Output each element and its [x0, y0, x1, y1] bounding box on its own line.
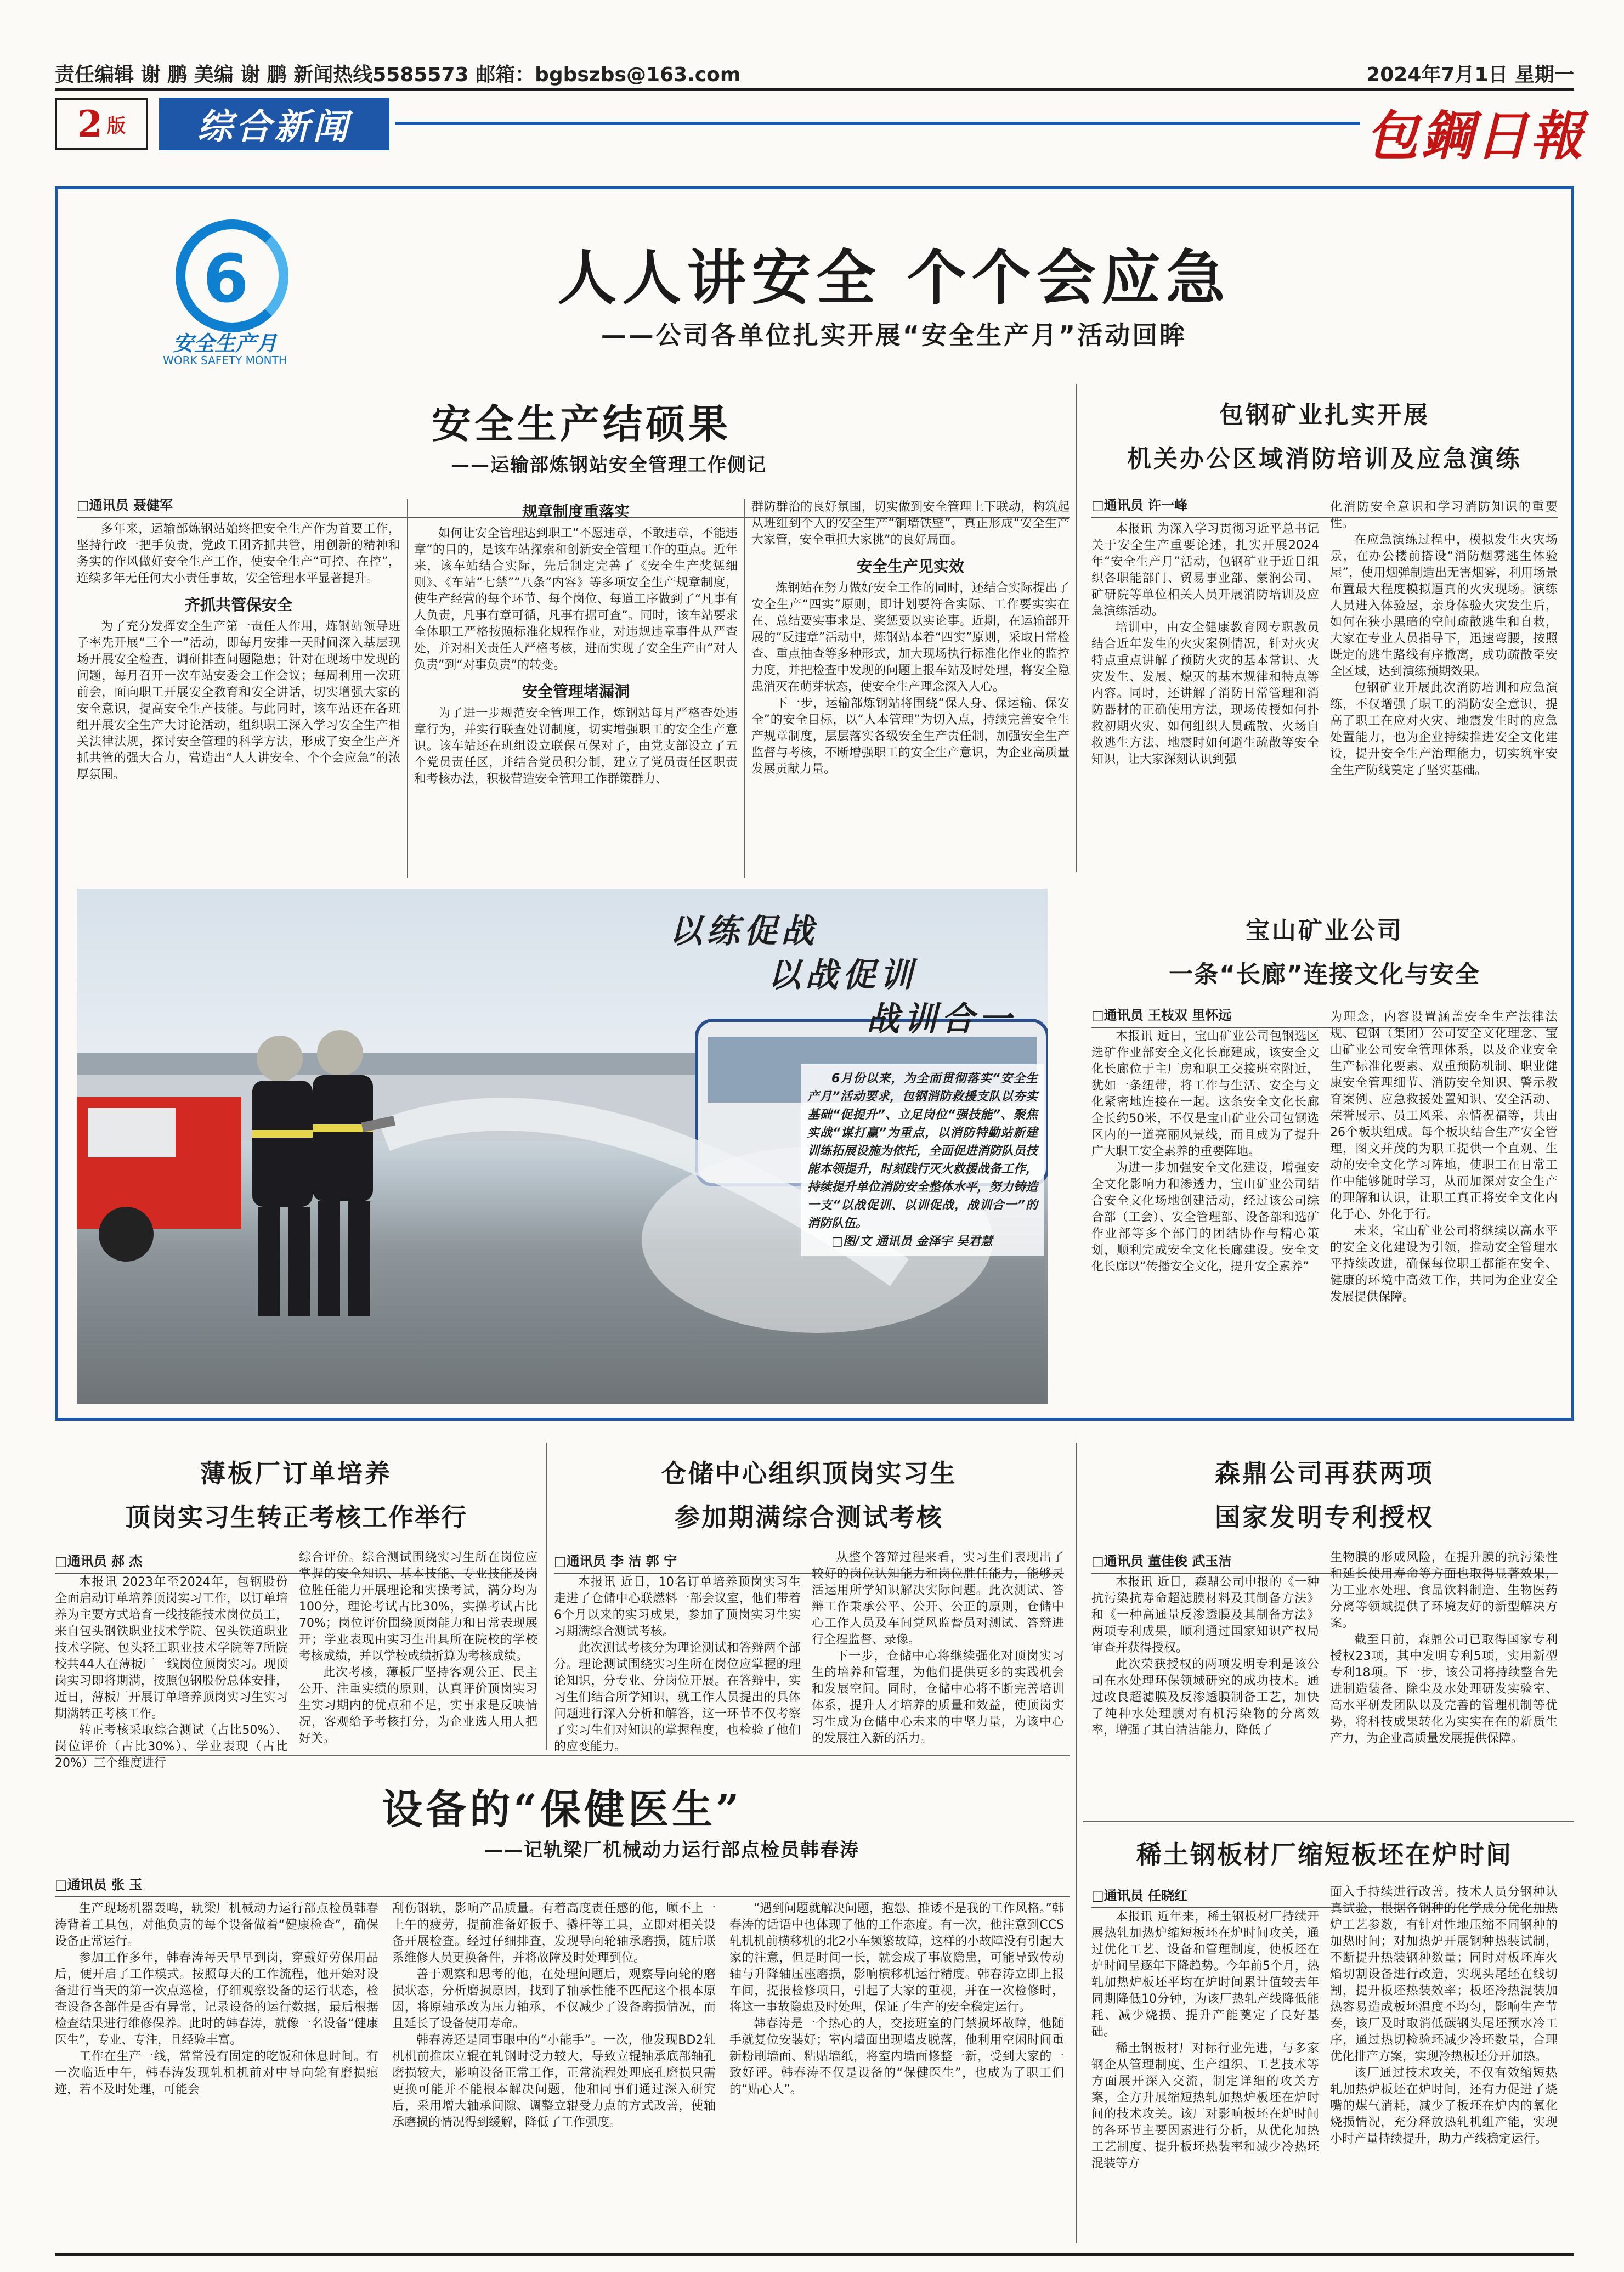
a5-col1: [554, 1574, 801, 1755]
paragraph: 生物膜的形成风险，在提升膜的抗污染性和延长使用寿命等方面也取得显著效果，为工业水处理、食品饮料制造、生物医药分离等领域提供了环境友好的新型解决方案。: [1330, 1551, 1558, 1630]
a3-title-2: 一条“长廊”连接文化与安全: [1169, 960, 1480, 988]
a8-col1: [1091, 1909, 1319, 2172]
paragraph: 在应急演练过程中，模拟发生火灾场景，在办公楼前搭设“消防烟雾逃生体验屋”，使用烟弹制造出无害烟雾，利用场景布置最大程度模拟逼真的火灾现场。演练人员进入体验屋，亲身体验火灾发生后，如何在狭小黑暗的空间疏散逃生和自救，大家在专业人员指导下，迅速弯腰，按照既定的逃生路线有序撤离，成功疏散至安全区域，达到演练预期效果。: [1330, 533, 1558, 679]
paragraph: 化消防安全意识和学习消防知识的重要性。: [1330, 500, 1558, 530]
a4-byline: □通讯员 郝 杰: [55, 1547, 537, 1574]
column-rule: [407, 499, 408, 878]
row-rule: [1083, 1821, 1574, 1822]
a7-col1: [55, 1901, 378, 2098]
paragraph: 综合评价。综合测试围绕实习生所在岗位应掌握的安全知识、基本技能、专业技能及岗位胜任能力开展理论和实操考试，满分均为100分，理论考试占比30%，实操考试占比70%；岗位评价围绕顶岗能力和日常表现展开；学业表现由实习生出具所在院校的学校考核成绩，并以学校成绩折算为考核成绩。: [299, 1551, 537, 1663]
a1-subhead-2: 规章制度重落实: [522, 502, 630, 521]
a7-subtitle: ——记轨梁厂机械动力运行部点检员韩春涛: [484, 1839, 859, 1861]
section-rule: [395, 122, 1360, 125]
paragraph: 本报讯 2023年至2024年，包钢股份全面启动订单培养顶岗实习工作，以订单培养为主要方式培育一线技能技术岗位员工，来自包头钢铁职业技术学院、包头铁道职业技术学院、包头轻工职业技术学院等7所院校共44人在薄板厂一线岗位顶岗实习。现顶岗实习即将期满，按照包钢股份总体安排，近日，薄板厂开展订单培养顶岗实习生实习期满转正考核工作。: [55, 1575, 288, 1721]
paragraph: 下一步，运输部炼钢站将围绕“保人身、保运输、保安全”的安全目标，以“人本管理”为切入点，持续完善安全生产规章制度，层层落实各级安全生产责任制，加强安全生产监督与考核，不断增强职工的安全生产意识，为企业高质量发展贡献力量。: [751, 697, 1070, 776]
paragraph: 工作在生产一线，常常没有固定的吃饭和休息时间。有一次临近中午，韩春涛发现轧机机前对中导向轮有磨损痕迹，若不及时处理，可能会: [55, 2050, 378, 2096]
a3-col2: [1330, 1009, 1558, 1305]
a8-col2: [1330, 1884, 1558, 2147]
slogan-3: 战训合一: [867, 1000, 1016, 1038]
paragraph: 包钢矿业开展此次消防培训和应急演练，不仅增强了职工的消防安全意识，提高了职工在应对火灾、地震发生时的应急处置能力，也为企业持续推进安全文化建设，提升安全生产治理能力，切实筑牢安全生产防线奠定了坚实基础。: [1330, 681, 1558, 777]
paragraph: 从整个答辩过程来看，实习生们表现出了较好的岗位认知能力和岗位胜任能力，能够灵活运用所学知识解决实际问题。此次测试、答辩工作秉承公平、公开、公正的原则，仓储中心工作人员及车间党风监督员对测试、答辩进行全程监督、录像。: [812, 1551, 1064, 1647]
paragraph: 本报讯 近日，10名订单培养顶岗实习生走进了仓储中心联燃料一部会议室，他们带着6个月以来的实习成果，参加了顶岗实习生实习期满综合测试考核。: [554, 1575, 801, 1638]
logo-digit: 6: [203, 241, 249, 318]
paragraph: 此次测试考核分为理论测试和答辩两个部分。理论测试围绕实习生所在岗位应掌握的理论知识，分专业、分岗位开展。在答辩中，实习生们结合所学知识，就工作人员提出的具体问题进行深入分析和解答，这一环节不仅考察了实习生们对知识的掌握程度，也检验了他们的应变能力。: [554, 1641, 801, 1754]
paragraph: 善于观察和思考的他，在处理问题后，观察导向轮的磨损状态，分析磨损原因，找到了轴承性能不匹配这个根本原因，将原轴承改为压力轴承，不仅减少了设备磨损情况，而且延长了设备使用寿命。: [392, 1968, 716, 2031]
page-number: 2: [77, 103, 103, 145]
a4-col1: [55, 1574, 288, 1772]
paragraph: 本报讯 近日，宝山矿业公司包钢选区选矿作业部安全文化长廊建成，该安全文化长廊位于主厂房和职工交接班室附近，犹如一条纽带，将工作与生活、安全与文化紧密地连接在一起。这条安全文化长廊全长约50米，不仅是宝山矿业公司包钢选区内的一道亮丽风景线，而且成为了提升广大职工安全素养的重要阵地。: [1091, 1030, 1319, 1158]
a8-byline: □通讯员 任晓红: [1091, 1881, 1558, 1908]
paragraph: 本报讯 近日，森鼎公司申报的《一种抗污染抗寿命超滤膜材料及其制备方法》和《一种高通量反渗透膜及其制备方法》两项专利成果，顺利通过国家知识产权局审查并获得授权。: [1091, 1575, 1319, 1655]
paragraph: 为了充分发挥安全生产第一责任人作用，炼钢站领导班子率先开展“三个一”活动，即每月安排一天时间深入基层现场开展安全检查，调研排查问题隐患；针对在现场中发现的问题，每月召开一次车站安委会工作会议；每周利用一次班前会，面向职工开展安全教育和安全讲话，切实增强大家的安全意识，提高安全生产技能。与此同时，该车站还在各班组开展安全生产大讨论活动，组织职工深入学习安全生产相关法律法规，探讨安全管理的科学方法，形成了安全生产齐抓共管的强大合力，营造出“人人讲安全、个个会应急”的浓厚氛围。: [77, 620, 400, 782]
a4-title-2: 顶岗实习生转正考核工作举行: [125, 1502, 467, 1532]
row-rule: [55, 1755, 1070, 1756]
a5-byline: □通讯员 李 洁 郭 宁: [554, 1547, 1064, 1574]
a7-col2: [392, 1901, 716, 2131]
a2-byline: □通讯员 许一峰: [1091, 491, 1558, 518]
paragraph: 下一步，仓储中心将继续强化对顶岗实习生的培养和管理，为他们提供更多的实践机会和发展空间。同时，仓储中心将不断完善培训体系，提升人才培养的质量和效益，使顶岗实习生成为仓储中心未来的中坚力量，为该中心的发展注入新的活力。: [812, 1649, 1064, 1745]
a7-byline: □通讯员 张 玉: [55, 1870, 1070, 1897]
a6-title-2: 国家发明专利授权: [1215, 1502, 1434, 1532]
paragraph: 群防群治的良好氛围，切实做到安全管理上下联动，构筑起从班组到个人的安全生产“铜墙铁壁”，真正形成“安全生产大家管，安全重担大家挑”的良好局面。: [751, 500, 1070, 547]
paragraph: 此次考核，薄板厂坚持客观公正、民主公开、注重实绩的原则，认真评价顶岗实习生实习期内的优点和不足，实事求是反映情况，客观给予考核打分，为企业选人用人把好关。: [299, 1666, 537, 1745]
a4-col2: [299, 1550, 537, 1747]
photo-caption-box: [801, 1064, 1044, 1256]
paragraph: 面入手持续进行改善。技术人员分钢种认真试验，根据各钢种的化学成分优化加热炉工艺参数，有针对性地压缩不同钢种的加热时间；对加热炉开展钢种热装试制，不断提升热装钢种数量；同时对板坯库火焰切割设备进行改造，实现头尾坯在线切割，提升板坯热装效率；板坯冷热混装加热容易造成板坯温度不均匀，影响生产节奏，该厂及时取消低碳钢头尾坯预水冷工序，通过热切检验坯减少冷坯数量，合理优化排产方案，实现冷热板坯分开加热。: [1330, 1885, 1558, 2064]
a1-title: 安全生产结硕果: [431, 400, 731, 447]
paragraph: 参加工作多年，韩春涛每天早早到岗，穿戴好劳保用品后，便开启了工作模式。按照每天的工作流程，他开始对设备进行当天的第一次点巡检，仔细观察设备的运行状态，检查设备各部件是否有异常，记录设备的运行数据，最后根据检查结果进行维修保养。此时的韩春涛，就像一名设备“健康医生”，专业、专注，且经验丰富。: [55, 1951, 378, 2047]
a3-byline: □通讯员 王枝双 里怀远: [1091, 1001, 1558, 1028]
column-rule: [1076, 384, 1077, 872]
paragraph: 刮伤钢轨，影响产品质量。有着高度责任感的他，顾不上一上午的疲劳，提前准备好扳手、撬杆等工具，立即对相关设备开展检查。经过仔细排查，发现导向轮轴承磨损，随后联系维修人员更换备件，并将故障及时处理到位。: [392, 1902, 716, 1965]
footer-rule: [55, 2253, 1574, 2256]
paragraph: 为了进一步规范安全管理工作，炼钢站每月严格查处违章行为，并实行联查处罚制度，切实增强职工的安全生产意识。该车站还在班组设立联保互保对子，由党支部设立了五个党员责任区，并结合党员积分制，建立了党员责任区职责和考核办法，积极营造安全管理工作群策群力、: [414, 707, 738, 786]
logo-cn: 安全生产月: [172, 331, 277, 355]
column-rule: [1076, 1443, 1077, 2243]
fire-truck-window: [88, 1108, 176, 1157]
page-number-box: [55, 98, 148, 150]
truck-wheel: [99, 1207, 154, 1262]
paragraph: 如何让安全管理达到职工“不愿违章，不敢违章，不能违章”的目的，是该车站探索和创新安全管理工作的重点。近年来，该车站结合实际，先后制定完善了《安全生产奖惩细则》、《车站“七禁”“八条”内容》等多项安全生产规章制度，使生产经营的每个环节、每个岗位、每道工序做到了“凡事有人负责，凡事有章可循，凡事有据可查”。同时，该车站要求全体职工严格按照标准化规程作业，对违规违章事件从严查处，并对相关责任人严格考核，进而实现了安全生产由“对人负责”到“对事负责”的转变。: [414, 527, 738, 672]
paragraph: 培训中，由安全健康教育网专职教员结合近年发生的火灾案例情况，针对火灾特点重点讲解了预防火灾的基本常识、火灾发生、发展、熄灭的基本规律和特点等内容。同时，还讲解了消防日常管理和消防器材的正确使用方法，现场传授如何扑救初期火灾、如何组织人员疏散、火场自救逃生方法、地震时如何避生疏散等安全知识，让大家深刻认识到强: [1091, 621, 1319, 766]
paragraph: 本报讯 为深入学习贯彻习近平总书记关于安全生产重要论述，扎实开展2024年“安全生产月”活动，包钢矿业于近日组织各职能部门、贸易事业部、蒙润公司、矿研院等单位相关人员开展消防培训及应急演练活动。: [1091, 522, 1319, 618]
editor-info: 责任编辑 谢 鹏 美编 谢 鹏 新闻热线5585573 邮箱：bgbszbs@163.com: [55, 64, 741, 86]
slogan-2: 以战促训: [768, 956, 917, 994]
a6-title-1: 森鼎公司再获两项: [1215, 1459, 1434, 1488]
a1-col3: [751, 499, 1070, 778]
a1-byline: □通讯员 聂健军: [77, 491, 1070, 518]
newspaper-masthead: 包鋼日報: [1366, 105, 1585, 167]
a4-title-1: 薄板厂订单培养: [200, 1459, 392, 1488]
a3-title-1: 宝山矿业公司: [1246, 917, 1404, 945]
a5-title-2: 参加期满综合测试考核: [675, 1502, 943, 1532]
paragraph: 未来，宝山矿业公司将继续以高水平的安全文化建设为引领，推动安全管理水平持续改进，确保每位职工都能在安全、健康的环境中高效工作，共同为企业安全发展提供保障。: [1330, 1224, 1558, 1304]
paragraph: 该厂通过技术攻关，不仅有效缩短热轧加热炉板坯在炉时间，还有力促进了烧嘴的煤气消耗，减少了板坯在炉内的氧化烧损情况，充分释放热轧机组产能，实现小时产量持续提升，助力产线稳定运行。: [1330, 2066, 1558, 2146]
firefighter-training-photo: [77, 889, 1048, 1404]
a2-col1: [1091, 521, 1319, 768]
photo-caption: 6月份以来，为全面贯彻落实“安全生产月”活动要求，包钢消防救援支队以夯实基础“促提升”、立足岗位“强技能”、聚焦实战“谋打赢”为重点，以消防特勤站新建训练拓展设施为依托，全面促进消防队员技能本领提升，时刻践行灭火救援战备工作，持续提升单位消防安全整体水平，努力铸造一支“以战促训、以训促战，战训合一”的消防队伍。: [807, 1072, 1038, 1230]
paragraph: 生产现场机器轰鸣，轨梁厂机械动力运行部点检员韩春涛背着工具包，对他负责的每个设备做着“健康检查”，确保设备正常运行。: [55, 1902, 378, 1948]
column-rule: [744, 499, 745, 878]
a1-col1: [77, 521, 400, 783]
a1-col2: [414, 494, 738, 788]
paragraph: 韩春涛还是同事眼中的“小能手”。一次，他发现BD2轧机机前推床立辊在轧钢时受力较大，导致立辊轴承底部轴孔磨损较大，影响设备正常工作，正常流程处理底孔磨损只需更换可能并不能根本解决问题，他和同事们通过深入研究后，采用增大轴承间隙、调整立辊受力点的方式改善，使轴承磨损的情况得到缓解，降低了工作强度。: [392, 2033, 716, 2129]
a6-byline: □通讯员 董佳俊 武玉洁: [1091, 1547, 1558, 1574]
a3-col1: [1091, 1028, 1319, 1275]
a1-subhead-1: 齐抓共管保安全: [184, 596, 292, 614]
header-rule: [55, 88, 1574, 91]
a8-title: 稀土钢板材厂缩短板坯在炉时间: [1136, 1840, 1513, 1869]
a7-title: 设备的“保健医生”: [382, 1786, 743, 1833]
feature-subtitle: ——公司各单位扎实开展“安全生产月”活动回眸: [601, 320, 1187, 350]
a2-title-2: 机关办公区域消防培训及应急演练: [1127, 445, 1522, 473]
feature-title: 人人讲安全 个个会应急: [557, 244, 1231, 313]
a6-col1: [1091, 1574, 1319, 1739]
page-unit: 版: [106, 115, 126, 137]
paragraph: 韩春涛是一个热心的人，交接班室的门禁损坏故障，他随手就复位安装好；室内墙面出现墙皮脱落，他利用空闲时间重新粉刷墙面、粘贴墙纸，将室内墙面修整一新，受到大家的一致好评。韩春涛不仅是设备的“保健医生”，也成为了职工们的“贴心人”。: [729, 2017, 1064, 2096]
slogan-1: 以练促战: [669, 912, 818, 951]
paragraph: 稀土钢板材厂对标行业先进，与多家钢企从管理制度、生产组织、工艺技术等方面展开深入交流，制定详细的攻关方案，全方升展缩短热轧加热炉板坯在炉时间的技术攻关。该厂对影响板坯在炉时间的各环节主要因素进行分析，从优化加热工艺制度、提升板坯热装率和减少冷热坯混装等方: [1091, 2042, 1319, 2171]
paragraph: 多年来，运输部炼钢站始终把安全生产作为首要工作，坚持行政一把手负责，党政工团齐抓共管，用创新的精神和务实的作风做好安全生产工作，使安全生产“可控、在控”，连续多年无任何大小责任事故，安全管理水平显著提升。: [77, 522, 400, 585]
paragraph: 为理念，内容设置涵盖安全生产法律法规、包钢（集团）公司安全文化理念、宝山矿业公司安全管理体系，以及企业安全生产标准化要素、双重预防机制、职业健康安全管理细节、消防安全知识、警示教育案例、应急救援处置知识、安全活动、荣誉展示、员工风采、亲情祝福等，共由26个板块组成。每个板块结合生产安全管理，图文并茂的为职工提供一个直观、生动的安全文化学习阵地，使职工在日常工作中能够随时学习，从而加深对安全生产的理解和认识，让职工真正将安全文化内化于心、外化于行。: [1330, 1010, 1558, 1222]
section-name: 综合新闻: [159, 98, 389, 150]
paragraph: 截至目前，森鼎公司已取得国家专利授权23项，其中发明专利5项，实用新型专利18项。下一步，该公司将持续整合先进制造装备、除尘及水处理研发实验室、高水平研发团队以及完善的管理机制等优势，将科技成果转化为实实在在的新质生产力，为企业高质量发展提供保障。: [1330, 1633, 1558, 1745]
a5-col2: [812, 1550, 1064, 1747]
paragraph: 此次荣获授权的两项发明专利是该公司在水处理环保领域研究的成功技术。通过改良超滤膜及反渗透膜制备工艺，加快了纯种水处理膜对有机污染物的分离效率，增强了其自清洁能力，降低了: [1091, 1658, 1319, 1737]
a5-title-1: 仓储中心组织顶岗实习生: [661, 1459, 957, 1488]
paragraph: 炼钢站在努力做好安全工作的同时，还结合实际提出了安全生产“四实”原则，即计划要符合实际、工作要实实在在、总结要实事求是、奖惩要以实论事。近期，在运输部开展的“反违章”活动中，炼钢站本着“四实”原则，采取日常检查、重点抽查等多种形式，加大现场执行标准化作业的监控力度，并把检查中发现的问题上报车站及时处理，将安全隐患消灭在萌芽状态，使安全生产理念深入人心。: [751, 581, 1070, 694]
photo-credit: □图/文 通讯员 金泽宇 吴君慧: [831, 1235, 993, 1248]
a1-subhead-3: 安全管理堵漏洞: [522, 682, 630, 700]
paragraph: “遇到问题就解决问题，抱怨、推诿不是我的工作风格。”韩春涛的话语中也体现了他的工作态度。有一次，他注意到CCS轧机机前横移机的北2小车频繁故障，这样的小故障没有引起大家的注意，但是时间一长，就会成了事故隐患，可能导致传动轴与升降轴压座磨损，影响横移机运行精度。韩春涛立即上报车间，提报检修项目，引起了大家的重视，并在一次检修时，将这一事故隐患及时处理，保证了生产的安全稳定运行。: [729, 1902, 1064, 2014]
a1-subhead-4: 安全生产见实效: [856, 557, 964, 575]
a7-byline-row: [55, 1870, 1070, 1897]
logo-en: WORK SAFETY MONTH: [163, 354, 287, 367]
a6-col2: [1330, 1550, 1558, 1747]
a1-subtitle: ——运输部炼钢站安全管理工作侧记: [451, 454, 767, 476]
paragraph: 为进一步加强安全文化建设，增强安全文化影响力和渗透力，宝山矿业公司结合安全文化场地创建活动，经过该公司综合部（工会）、安全管理部、设备部和选矿作业部等多个部门的团结协作与精心策划，顺利完成安全文化长廊建设。安全文化长廊以“传播安全文化，提升安全素养”: [1091, 1161, 1319, 1274]
safety-month-logo: [154, 208, 307, 384]
a2-title-1: 包钢矿业扎实开展: [1219, 401, 1430, 429]
issue-date: 2024年7月1日 星期一: [1366, 64, 1574, 86]
a7-col3: [729, 1901, 1064, 2098]
paragraph: 本报讯 近年来，稀土钢板材厂持续开展热轧加热炉缩短板坯在炉时间攻关，通过优化工艺、设备和管理制度，使板坯在炉时间呈逐年下降趋势。今年前5个月，热轧加热炉板坯平均在炉时间累计值较去年同期降低10分钟，为该厂热轧产线降低能耗、减少烧损、提升产能奠定了良好基础。: [1091, 1910, 1319, 2039]
paragraph: 转正考核采取综合测试（占比50%）、岗位评价（占比30%）、学业表现（占比20%）三个维度进行: [55, 1723, 288, 1770]
column-rule: [546, 1443, 547, 1750]
a2-col2: [1330, 499, 1558, 779]
